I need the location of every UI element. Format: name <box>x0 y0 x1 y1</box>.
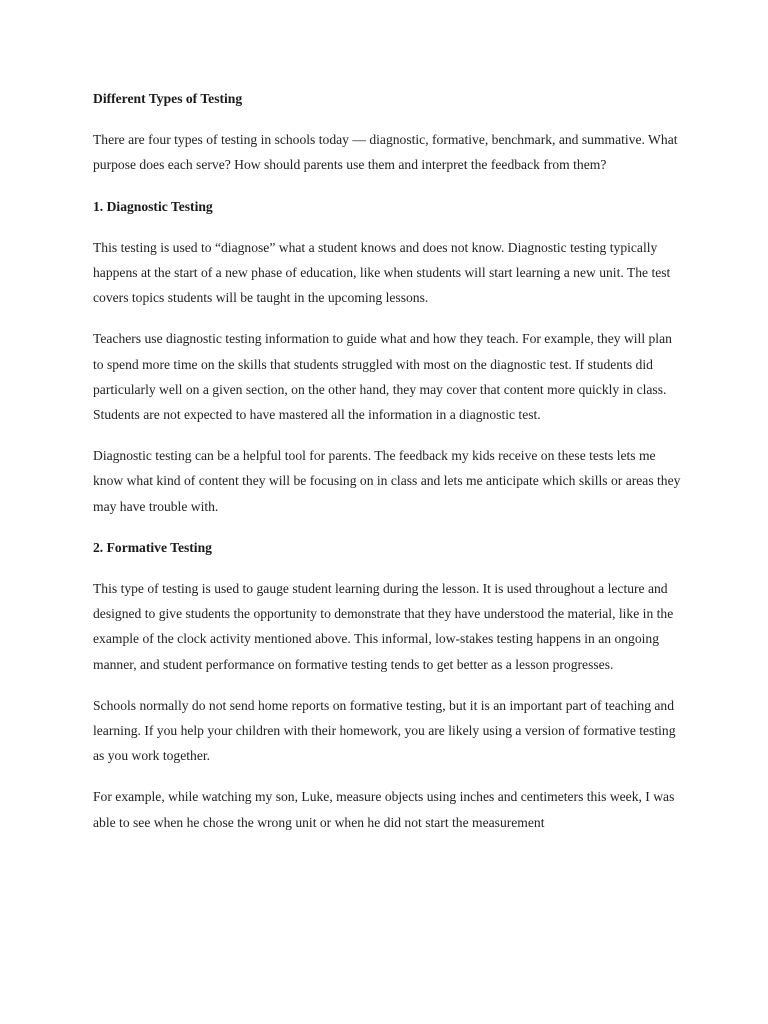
diagnostic-paragraph-3: Diagnostic testing can be a helpful tool for parents. The feedback my kids receive on these tests lets me know what kind of content they will be focusing on in class and lets me anticipate which skills or areas they may have trouble with. <box>93 448 681 514</box>
formative-paragraph-2: Schools normally do not send home reports on formative testing, but it is an important part of teaching and learning. If you help your children with their homework, you are likely using a version of formative testing as you work together. <box>93 697 676 764</box>
formative-paragraph-1: This type of testing is used to gauge student learning during the lesson. It is used throughout a lecture and designed to give students the opportunity to demonstrate that they have understood the material, like in the example of the clock activity mentioned above. This informal, low-stakes testing happens in an ongoing manner, and student performance on formative testing tends to get better as a lesson progresses. <box>93 581 674 672</box>
section-heading-formative: 2. Formative Testing <box>93 539 212 555</box>
document-body <box>93 86 683 851</box>
document-title: Different Types of Testing <box>93 91 243 106</box>
intro-paragraph: There are four types of testing in schools today — diagnostic, formative, benchmark, and summative. What purpose does each serve? How should parents use them and interpret the feedback from them? <box>93 132 678 173</box>
section-heading-diagnostic: 1. Diagnostic Testing <box>93 198 213 214</box>
diagnostic-paragraph-2: Teachers use diagnostic testing information to guide what and how they teach. For example, they will plan to spend more time on the skills that students struggled with most on the diagnostic test. If students did particularly well on a given section, on the other hand, they may cover that content more quickly in class. Students are not expected to have mastered all the information in a diagnostic test. <box>93 331 672 423</box>
diagnostic-paragraph-1: This testing is used to “diagnose” what a student knows and does not know. Diagnostic testing typically happens at the start of a new phase of education, like when students will start learning a new unit. The test covers topics students will be taught in the upcoming lessons. <box>93 239 671 306</box>
formative-paragraph-3: For example, while watching my son, Luke, measure objects using inches and centimeters this week, I was able to see when he chose the wrong unit or when he did not start the measurement <box>93 789 675 830</box>
